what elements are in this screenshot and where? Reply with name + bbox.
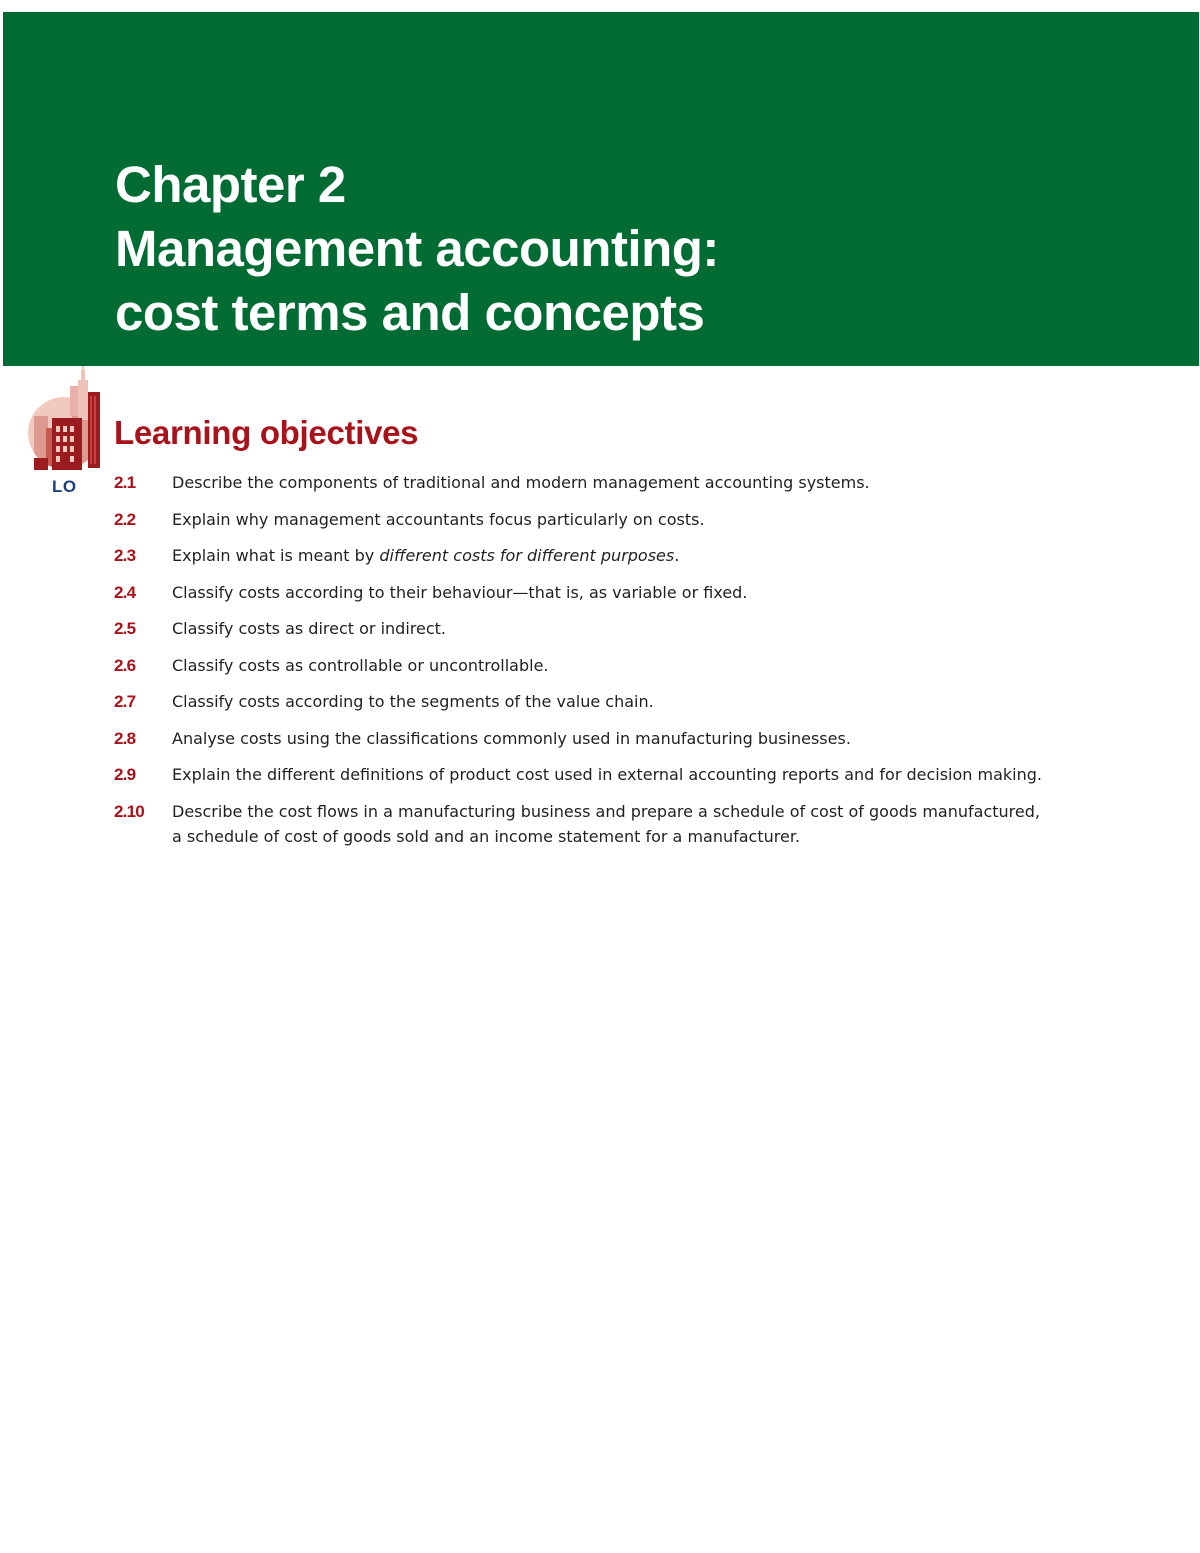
learning-objective: [114, 470, 1054, 495]
learning-objective: [114, 799, 1054, 849]
objective-text: Explain the different definitions of product cost used in external accounting reports and for decision making.: [172, 765, 1042, 784]
objective-text-start: Explain what is meant by: [172, 546, 380, 565]
objective-number: 2.1: [114, 473, 136, 492]
objective-number: 2.9: [114, 765, 136, 784]
chapter-title: [115, 153, 719, 345]
learning-objective: [114, 689, 1054, 714]
objective-text: Analyse costs using the classifications commonly used in manufacturing businesses.: [172, 728, 851, 748]
objective-text: Explain why management accountants focus particularly on costs.: [172, 509, 705, 529]
learning-objective: [114, 653, 1054, 678]
learning-objective: [114, 726, 1054, 751]
objective-text: Classify costs according to their behaviour—that is, as variable or fixed.: [172, 582, 748, 602]
learning-objective: [114, 762, 1054, 787]
lo-label: LO: [52, 477, 77, 496]
chapter-title-line: Management accounting:: [115, 220, 719, 277]
objective-number: 2.4: [114, 582, 136, 602]
learning-objectives-heading: Learning objectives: [114, 414, 419, 451]
objective-text: Classify costs as controllable or uncontrollable.: [172, 655, 549, 675]
objective-number: 2.3: [114, 546, 136, 565]
objective-number: 2.6: [114, 655, 136, 675]
objective-number: 2.5: [114, 619, 136, 638]
objective-text-italic: different costs for different purposes: [379, 546, 675, 565]
learning-objective: [114, 507, 1054, 532]
objective-text: Classify costs as direct or indirect.: [172, 619, 446, 638]
learning-objective: [114, 616, 1054, 641]
objective-text: Classify costs according to the segments of the value chain.: [172, 692, 654, 711]
learning-objective: [114, 543, 1054, 568]
chapter-title-line: cost terms and concepts: [115, 284, 705, 341]
learning-objectives-list: [114, 470, 1054, 860]
objective-text: [172, 543, 1054, 568]
objective-text: Describe the components of traditional and modern management accounting systems.: [172, 473, 870, 492]
objective-text-end: .: [674, 546, 680, 565]
objective-number: 2.10: [114, 801, 144, 821]
objective-number: 2.7: [114, 692, 136, 711]
learning-objective: [114, 580, 1054, 605]
objective-text: Describe the cost flows in a manufacturing business and prepare a schedule of cost of goods manufactured, a schedule of cost of goods sold and an income statement for a manufacturer.: [172, 801, 1040, 846]
chapter-title-line: Chapter 2: [115, 156, 346, 213]
chapter-banner: [3, 12, 1199, 366]
objective-number: 2.2: [114, 509, 136, 529]
objective-number: 2.8: [114, 728, 136, 748]
